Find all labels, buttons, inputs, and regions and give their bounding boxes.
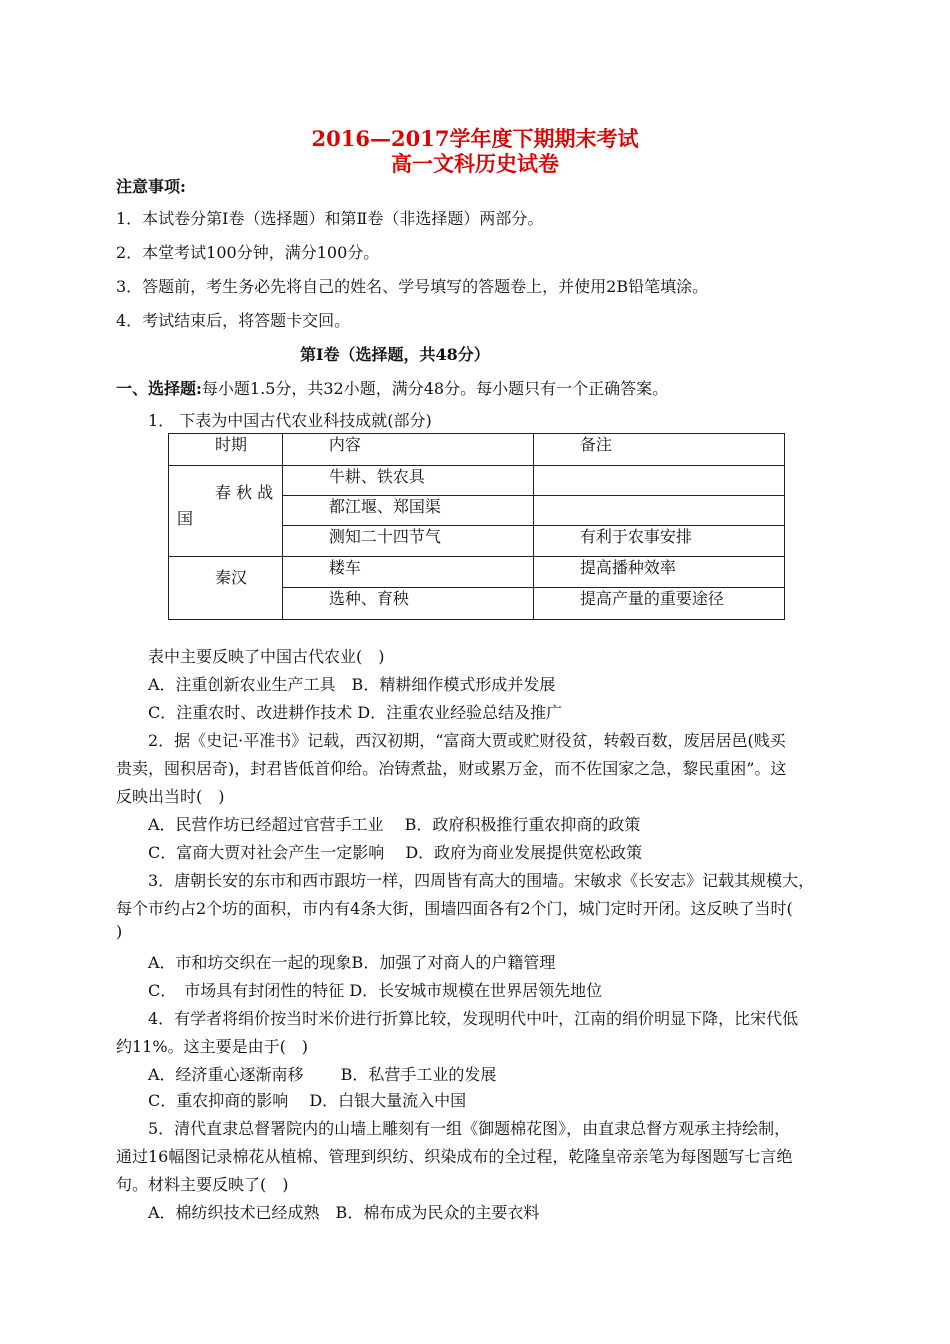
q5-line: 句。材料主要反映了( ) bbox=[116, 1175, 289, 1194]
section-label: 一、选择题: bbox=[116, 379, 202, 398]
q3-line: 3．唐朝长安的东市和西市跟坊一样，四周皆有高大的围墙。宋敏求《长安志》记载其规模大， bbox=[148, 871, 815, 890]
q2-options-ab: A．民营作坊已经超过官营手工业 B．政府积极推行重农抑商的政策 bbox=[148, 815, 641, 834]
note-item: 1．本试卷分第Ⅰ卷（选择题）和第Ⅱ卷（非选择题）两部分。 bbox=[116, 209, 544, 228]
table-header-cell: 时期 bbox=[169, 434, 283, 466]
q5-line: 通过16幅图记录棉花从植棉、管理到织纺、织染成布的全过程，乾隆皇帝亲笔为每图题写七言绝 bbox=[116, 1147, 793, 1166]
table-header-cell: 内容 bbox=[282, 434, 533, 466]
section-heading bbox=[116, 376, 668, 399]
note-item: 2．本堂考试100分钟，满分100分。 bbox=[116, 243, 380, 262]
section-desc: 每小题1.5分，共32小题，满分48分。每小题只有一个正确答案。 bbox=[201, 379, 669, 398]
period-line: 春 秋 战 bbox=[215, 482, 274, 502]
period-line: 国 bbox=[177, 508, 194, 528]
q2-line: 贵卖，囤积居奇)，封君皆低首仰给。冶铸煮盐，财或累万金，而不佐国家之急，黎民重困”。这 bbox=[116, 759, 787, 778]
q1-table bbox=[168, 433, 785, 620]
table-note-cell: 提高产量的重要途径 bbox=[533, 588, 784, 620]
note-item: 4．考试结束后，将答题卡交回。 bbox=[116, 311, 351, 330]
table-content-cell: 都江堰、郑国渠 bbox=[282, 495, 533, 526]
q2-line: 2．据《史记·平准书》记载，西汉初期，“富商大贾或贮财役贫，转毂百数，废居居邑(贱买 bbox=[148, 731, 786, 750]
q1-question: 表中主要反映了中国古代农业( ) bbox=[148, 647, 385, 666]
q2-line: 反映出当时( ) bbox=[116, 787, 225, 806]
q3-options-ab: A．市和坊交织在一起的现象B．加强了对商人的户籍管理 bbox=[148, 953, 556, 972]
table-note-cell: 有利于农事安排 bbox=[533, 526, 784, 557]
table-content-cell: 耧车 bbox=[282, 557, 533, 588]
q1-stem: 1． 下表为中国古代农业科技成就(部分) bbox=[148, 411, 432, 430]
table-row bbox=[169, 465, 785, 495]
table-note-cell bbox=[533, 465, 784, 495]
q1-options-ab: A．注重创新农业生产工具 B．精耕细作模式形成并发展 bbox=[148, 675, 556, 694]
table-period-cell: 秦汉 bbox=[169, 557, 283, 620]
note-item: 3．答题前，考生务必先将自己的姓名、学号填写的答题卷上，并使用2B铅笔填涂。 bbox=[116, 277, 709, 296]
table-row bbox=[169, 557, 785, 588]
table-content-cell: 牛耕、铁农具 bbox=[282, 465, 533, 495]
table-header-cell: 备注 bbox=[533, 434, 784, 466]
q4-line: 4．有学者将绢价按当时米价进行折算比较，发现明代中叶，江南的绢价明显下降，比宋代低 bbox=[148, 1009, 799, 1028]
q3-line: ) bbox=[116, 922, 123, 941]
q4-options-ab: A．经济重心逐渐南移 B．私营手工业的发展 bbox=[148, 1065, 497, 1084]
q4-options-cd: C．重农抑商的影响 D．白银大量流入中国 bbox=[148, 1091, 467, 1110]
q3-options-cd: C． 市场具有封闭性的特征 D．长安城市规模在世界居领先地位 bbox=[148, 981, 603, 1000]
q2-options-cd: C．富商大贾对社会产生一定影响 D．政府为商业发展提供宽松政策 bbox=[148, 843, 643, 862]
q5-line: 5．清代直隶总督署院内的山墙上雕刻有一组《御题棉花图》，由直隶总督方观承主持绘制， bbox=[148, 1119, 791, 1138]
exam-title-line2: 高一文科历史试卷 bbox=[391, 151, 559, 176]
q1-options-cd: C．注重农时、改进耕作技术 D．注重农业经验总结及推广 bbox=[148, 703, 563, 722]
table-content-cell: 测知二十四节气 bbox=[282, 526, 533, 557]
table-note-cell: 提高播种效率 bbox=[533, 557, 784, 588]
part1-title: 第Ⅰ卷（选择题，共48分） bbox=[300, 345, 490, 364]
table-period-cell bbox=[169, 465, 283, 556]
table-content-cell: 选种、育秧 bbox=[282, 588, 533, 620]
notes-heading: 注意事项: bbox=[116, 177, 186, 196]
q5-options-ab: A．棉纺织技术已经成熟 B．棉布成为民众的主要衣料 bbox=[148, 1203, 540, 1222]
q4-line: 约11%。这主要是由于( ) bbox=[116, 1037, 309, 1056]
q3-line: 每个市约占2个坊的面积，市内有4条大街，围墙四面各有2个门，城门定时开闭。这反映了当时( bbox=[116, 899, 793, 918]
table-header-row bbox=[169, 434, 785, 466]
exam-title-line1: 2016—2017学年度下期期末考试 bbox=[311, 126, 639, 151]
table-note-cell bbox=[533, 495, 784, 526]
